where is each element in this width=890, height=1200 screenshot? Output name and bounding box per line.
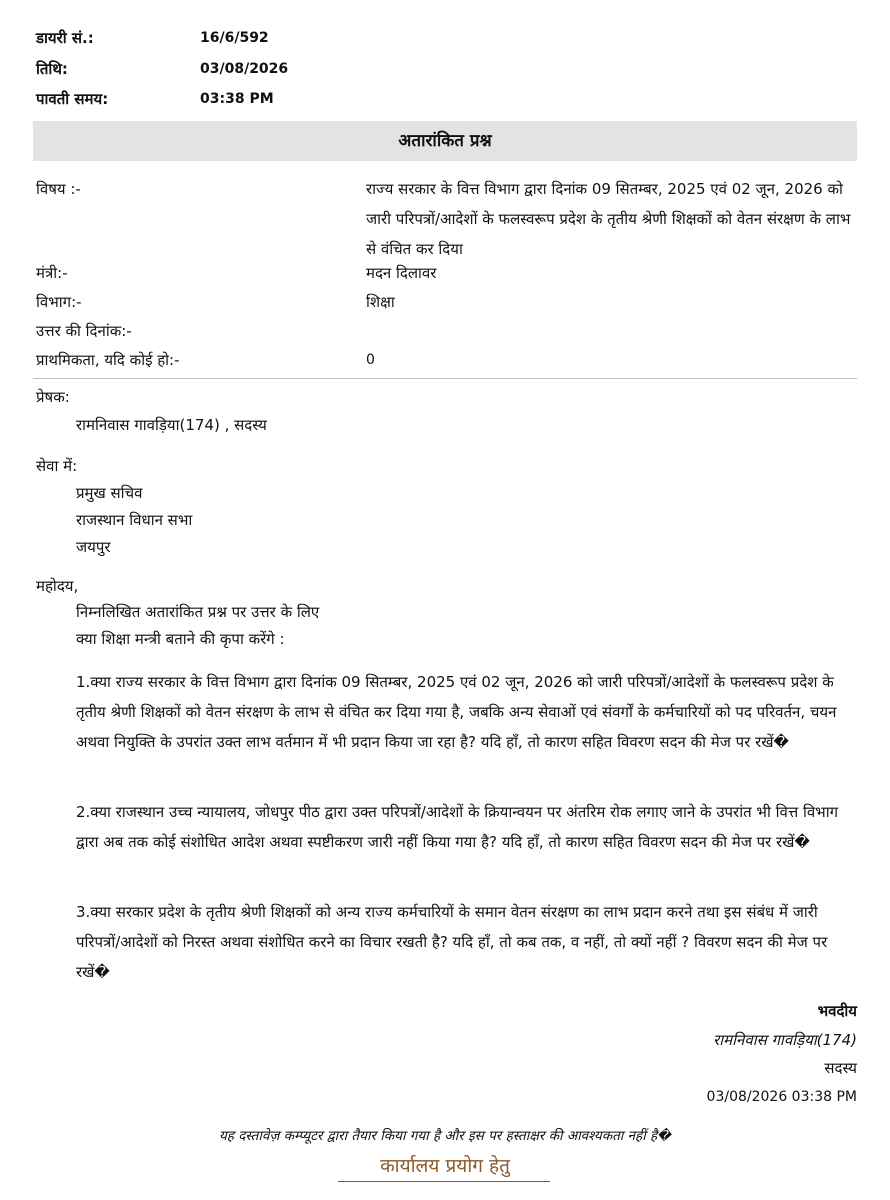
computer-generated-note: यह दस्तावेज़ कम्प्यूटर द्वारा तैयार किया गया है और इस पर हस्ताक्षर की आवश्यकता नहीं है� [218,1128,672,1144]
signature-timestamp: 03/08/2026 03:38 PM [706,1089,857,1105]
sender-name: रामनिवास गावड़िया(174) , सदस्य [76,416,267,434]
question-type-banner [33,121,857,161]
priority-value: 0 [366,352,375,368]
signatory-name: रामनिवास गावड़िया(174) [713,1031,857,1049]
department-value: शिक्षा [366,293,395,311]
subject-value: राज्य सरकार के वित्त विभाग द्वारा दिनांक 09 सितम्बर, 2025 एवं 02 जून, 2026 को जारी परिपत्रों/आदेशों के फलस्वरूप प्रदेश के तृतीय श्रेणी शिक्षकों को वेतन संरक्षण के लाभ से वंचित कर दिया [366,180,851,258]
intro-line-1: निम्नलिखित अतारांकित प्रश्न पर उत्तर के लिए [76,603,320,621]
closing: भवदीय [817,1002,857,1020]
recipient-line-1: प्रमुख सचिव [76,484,143,502]
question-2: 2.क्या राजस्थान उच्च न्यायालय, जोधपुर पीठ द्वारा उक्त परिपत्रों/आदेशों के क्रियान्वयन पर अंतरिम रोक लगाए जाने के उपरांत भी वित्त विभाग द्वारा अब तक कोई संशोधित आदेश अथवा स्पष्टीकरण जारी नहीं किया गया है? यदि हाँ, तो कारण सहित विवरण सदन की मेज पर रखें� [76,803,839,851]
salutation: महोदय, [36,577,79,595]
divider [33,378,857,379]
minister-value: मदन दिलावर [366,264,437,282]
question-1: 1.क्या राज्य सरकार के वित्त विभाग द्वारा दिनांक 09 सितम्बर, 2025 एवं 02 जून, 2026 को जारी परिपत्रों/आदेशों के फलस्वरूप प्रदेश के तृतीय श्रेणी शिक्षकों को वेतन संरक्षण के लाभ से वंचित कर दिया गया है, जबकि अन्य सेवाओं एवं संवर्गों के कर्मचारियों को पद परिवर्तन, चयन अथवा नियुक्ति के उपरांत उक्त लाभ वर्तमान में भी प्रदान किया जा रहा है? यदि हाँ, तो कारण सहित विवरण सदन की मेज पर रखें� [76,673,837,751]
minister-label: मंत्री:- [36,264,68,282]
question-3: 3.क्या सरकार प्रदेश के तृतीय श्रेणी शिक्षकों को अन्य राज्य कर्मचारियों के समान वेतन संरक्षण का लाभ प्रदान करने तथा इस संबंध में जारी परिपत्रों/आदेशों को निरस्त अथवा संशोधित करने का विचार रखती है? यदि हाँ, तो कब तक, व नहीं, तो क्यों नहीं ? विवरण सदन की मेज पर रखें� [76,903,828,981]
date-label: तिथि: [36,60,68,78]
recipient-line-2: राजस्थान विधान सभा [76,511,193,529]
diary-number-label: डायरी सं.: [36,29,94,47]
recipient-line-3: जयपुर [76,538,111,556]
banner-title: अतारांकित प्रश्न [398,131,492,151]
date-value: 03/08/2026 [200,61,289,77]
office-use-heading: कार्यालय प्रयोग हेतु [380,1155,510,1177]
subject-label: विषय :- [36,180,81,198]
office-use-underline [338,1181,550,1182]
intro-line-2: क्या शिक्षा मन्त्री बताने की कृपा करेंगे : [76,630,285,648]
answer-date-label: उत्तर की दिनांक:- [36,322,132,340]
sender-label: प्रेषक: [36,388,70,406]
signatory-role: सदस्य [824,1059,857,1077]
diary-number-value: 16/6/592 [200,30,269,46]
receipt-time-value: 03:38 PM [200,91,274,107]
recipient-label: सेवा में: [36,457,78,475]
department-label: विभाग:- [36,293,82,311]
receipt-time-label: पावती समय: [36,90,109,108]
priority-label: प्राथमिकता, यदि कोई हो:- [36,351,180,369]
